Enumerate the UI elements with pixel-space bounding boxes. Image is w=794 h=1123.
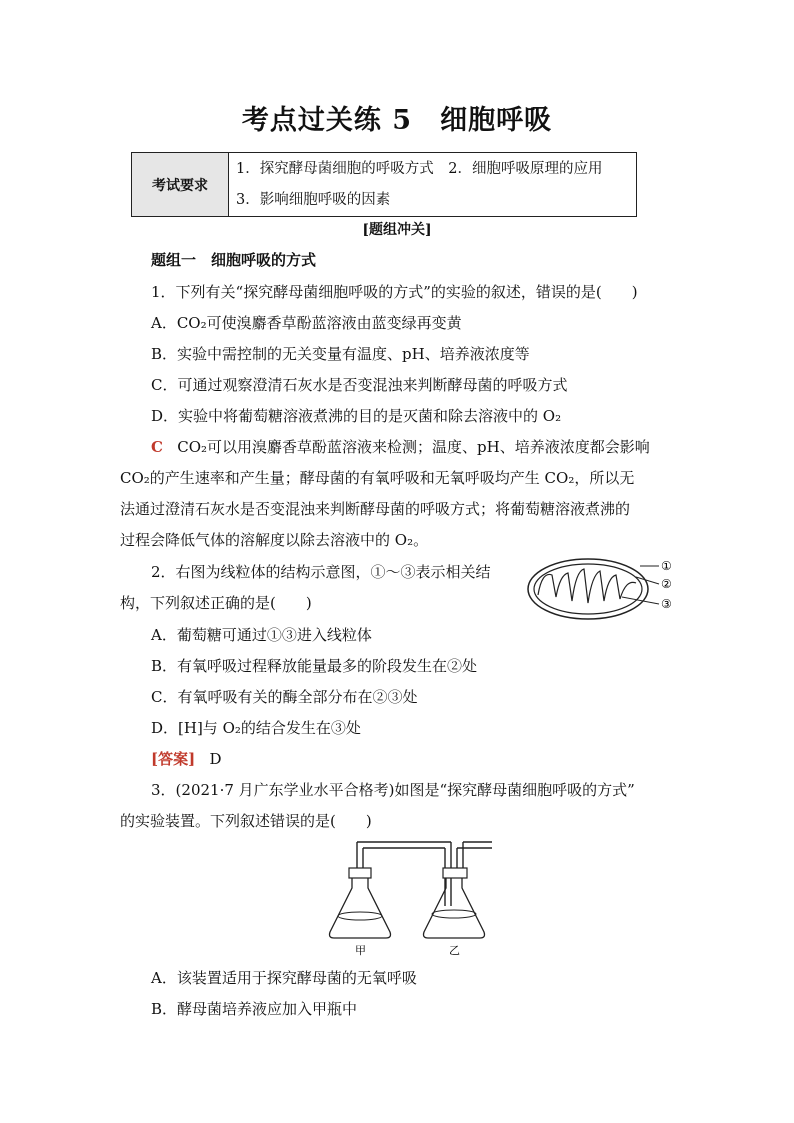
q2-option-a: A．葡萄糖可通过①③进入线粒体 <box>151 626 372 644</box>
q1-answer-letter: C <box>151 438 163 456</box>
q1-option-d: D．实验中将葡萄糖溶液煮沸的目的是灭菌和除去溶液中的 O₂ <box>151 407 562 425</box>
requirements-box <box>131 152 637 217</box>
q3-stem-line-2: 的实验装置。下列叙述错误的是( ) <box>120 812 372 830</box>
requirements-line-1: 1．探究酵母菌细胞的呼吸方式 2．细胞呼吸原理的应用 <box>236 161 603 177</box>
flask-label-jia: 甲 <box>355 944 366 957</box>
q1-explanation-line-3: 法通过澄清石灰水是否变混浊来判断酵母菌的呼吸方式；将葡萄糖溶液煮沸的 <box>120 500 631 518</box>
label-1: ① <box>661 559 672 573</box>
flask-label-yi: 乙 <box>449 944 460 957</box>
q2-answer: D <box>209 750 222 768</box>
page-title: 考点过关练 5 细胞呼吸 <box>241 105 553 136</box>
q1-explanation-line-1 <box>151 436 650 457</box>
q1-explanation-text-1: CO₂可以用溴麝香草酚蓝溶液来检测；温度、pH、培养液浓度都会影响 <box>177 438 650 456</box>
label-3: ③ <box>661 597 672 611</box>
section-tag: [题组冲关] <box>362 222 432 238</box>
q2-option-d: D．[H]与 O₂的结合发生在③处 <box>151 719 361 737</box>
q1-option-a: A．CO₂可使溴麝香草酚蓝溶液由蓝变绿再变黄 <box>151 314 462 332</box>
experiment-apparatus-diagram <box>320 836 500 958</box>
label-2: ② <box>661 577 672 591</box>
q1-explanation-line-4: 过程会降低气体的溶解度以除去溶液中的 O₂。 <box>120 531 429 549</box>
group-title: 题组一 细胞呼吸的方式 <box>151 251 317 269</box>
q2-option-b: B．有氧呼吸过程释放能量最多的阶段发生在②处 <box>151 657 478 675</box>
q3-option-b: B．酵母菌培养液应加入甲瓶中 <box>151 1000 358 1018</box>
requirements-line-2: 3．影响细胞呼吸的因素 <box>236 192 391 208</box>
q2-stem-line-1: 2．右图为线粒体的结构示意图，①～③表示相关结 <box>151 563 491 581</box>
q2-stem-line-2: 构，下列叙述正确的是( ) <box>120 594 312 612</box>
q2-answer-line <box>151 748 222 769</box>
q2-option-c: C．有氧呼吸有关的酶全部分布在②③处 <box>151 688 418 706</box>
q3-option-a: A．该装置适用于探究酵母菌的无氧呼吸 <box>151 969 417 987</box>
q1-explanation-line-2: CO₂的产生速率和产生量；酵母菌的有氧呼吸和无氧呼吸均产生 CO₂，所以无 <box>120 469 635 487</box>
q1-stem: 1．下列有关“探究酵母菌细胞呼吸的方式”的实验的叙述，错误的是( ) <box>151 283 638 301</box>
q3-stem-line-1: 3．(2021·7 月广东学业水平合格考)如图是“探究酵母菌细胞呼吸的方式” <box>151 781 635 799</box>
q1-option-b: B．实验中需控制的无关变量有温度、pH、培养液浓度等 <box>151 345 530 363</box>
requirements-label: 考试要求 <box>132 153 229 216</box>
mitochondrion-diagram <box>522 553 678 625</box>
answer-tag: [答案] <box>151 750 196 768</box>
q1-option-c: C．可通过观察澄清石灰水是否变混浊来判断酵母菌的呼吸方式 <box>151 376 568 394</box>
